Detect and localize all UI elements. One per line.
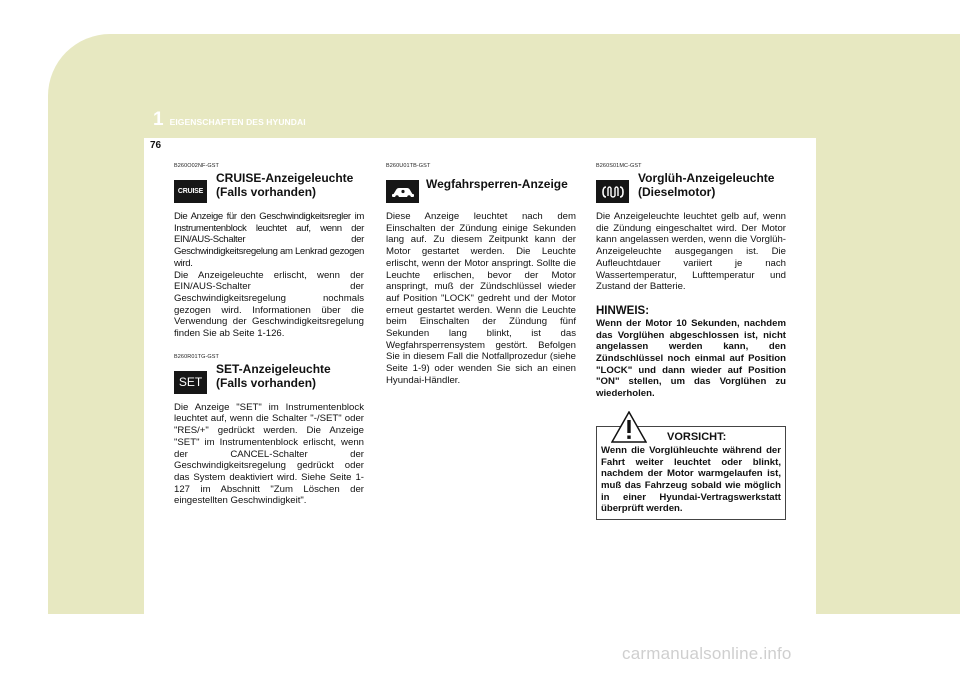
- glow-body: [596, 211, 786, 293]
- warning-triangle-icon: [611, 411, 647, 443]
- car-key-icon: [386, 180, 419, 203]
- paragraph: Die Anzeigeleuchte leuchtet gelb auf, wenn die Zündung eingeschaltet wird. Der Motor kann angelassen werden, wenn die Vorglüh-Anzeigeleuchte ausgegangen ist. Die Aufleuchtdauer variiert je nach Wassertemperatur, Lufttemperatur und Zustand der Batterie.: [596, 211, 786, 293]
- column-left: [174, 163, 364, 507]
- column-middle: [386, 163, 576, 387]
- note-text: Wenn der Motor 10 Sekunden, nachdem das Vorglühen abgeschlossen ist, nicht angelassen werden kann, den Zündschlüssel noch einmal auf Position "LOCK" und dann wieder auf Position "ON" stellen, um das Vorglühen zu wiederholen.: [596, 317, 786, 400]
- cruise-title: CRUISE-Anzeigeleuchte (Falls vorhanden): [216, 171, 354, 199]
- chapter-title: EIGENSCHAFTEN DES HYUNDAI: [169, 117, 306, 127]
- paragraph: Die Anzeige "SET" im Instrumentenblock leuchtet auf, wenn die Schalter "-/SET" oder "RES/+" gedrückt werden. Die Anzeige "SET" im Instrumentenblock erlischt, wenn der CANCEL-Schalter der Geschwindigkeitsregelung gedrückt oder das System deaktiviert wird. Siehe Seite 1-127 im Abschnitt "Zum Löschen der eingestellten Geschwindigkeit".: [174, 401, 364, 507]
- cruise-section-header: [174, 171, 364, 205]
- caution-box: [596, 426, 786, 520]
- paragraph: Diese Anzeige leuchtet nach dem Einschalten der Zündung einige Sekunden lang auf. Zu diesem Zeitpunkt kann der Motor gestartet werden. Die Leuchte erlischt, wenn der Motor anspringt. Sollte die Leuchte erlischen, bevor der Motor anspringt, muß der Zündschlüssel wieder auf Position "LOCK" gedreht und der Motor erneut gestartet werden. Wenn die Leuchte beim Einschalten der Zündung fünf Sekunden lang blinkt, ist das Wegfahrsperrensystem gestört. Befolgen Sie in diesem Fall die Notfallprozedur (siehe Seite 1-9) oder wenden Sie sich an einen Hyundai-Händler.: [386, 211, 576, 386]
- cruise-icon: CRUISE: [174, 180, 207, 203]
- glow-title: Vorglüh-Anzeigeleuchte (Dieselmotor): [638, 171, 775, 199]
- set-section-header: [174, 362, 364, 396]
- set-body: [174, 402, 364, 507]
- chapter-header: [153, 110, 306, 129]
- paragraph: Die Anzeige für den Geschwindigkeitsregler im Instrumentenblock leuchtet auf, wenn der EIN/AUS-Schalter der Geschwindigkeitsregelung am Lenkrad gezogen wird.: [174, 211, 364, 269]
- watermark: carmanualsonline.info: [622, 644, 792, 663]
- column-right: [596, 163, 786, 520]
- paragraph: Die Anzeigeleuchte erlischt, wenn der EIN/AUS-Schalter der Geschwindigkeitsregelung nochmals gezogen wird. Informationen über die Verwendung der Geschwindigkeitsregelung finden Sie ab Seite 1-126.: [174, 269, 364, 340]
- section-code: B260R01TG-GST: [174, 353, 220, 360]
- chapter-number: 1: [153, 109, 164, 130]
- caution-title: VORSICHT:: [667, 430, 727, 443]
- cruise-body: [174, 211, 364, 340]
- glow-plug-icon: [596, 180, 629, 203]
- immobilizer-section-header: [386, 171, 576, 205]
- note-heading: HINWEIS:: [596, 304, 650, 317]
- set-icon: SET: [174, 371, 207, 394]
- section-code: B260O02NF-GST: [174, 163, 220, 169]
- set-title: SET-Anzeigeleuchte (Falls vorhanden): [216, 361, 331, 390]
- glow-section-header: [596, 171, 786, 205]
- immobilizer-body: [386, 211, 576, 387]
- immobilizer-title: Wegfahrsperren-Anzeige: [426, 177, 568, 191]
- caution-text: Wenn die Vorglühleuchte während der Fahrt weiter leuchtet oder blinkt, nachdem der Motor warmgelaufen ist, muß das Fahrzeug sobald wie möglich in einer Hyundai-Vertragswerkstatt überprüft werden.: [601, 444, 781, 515]
- section-code: B260S01MC-GST: [596, 163, 642, 169]
- section-code: B260U01TB-GST: [386, 163, 431, 169]
- page-number: 76: [150, 140, 162, 151]
